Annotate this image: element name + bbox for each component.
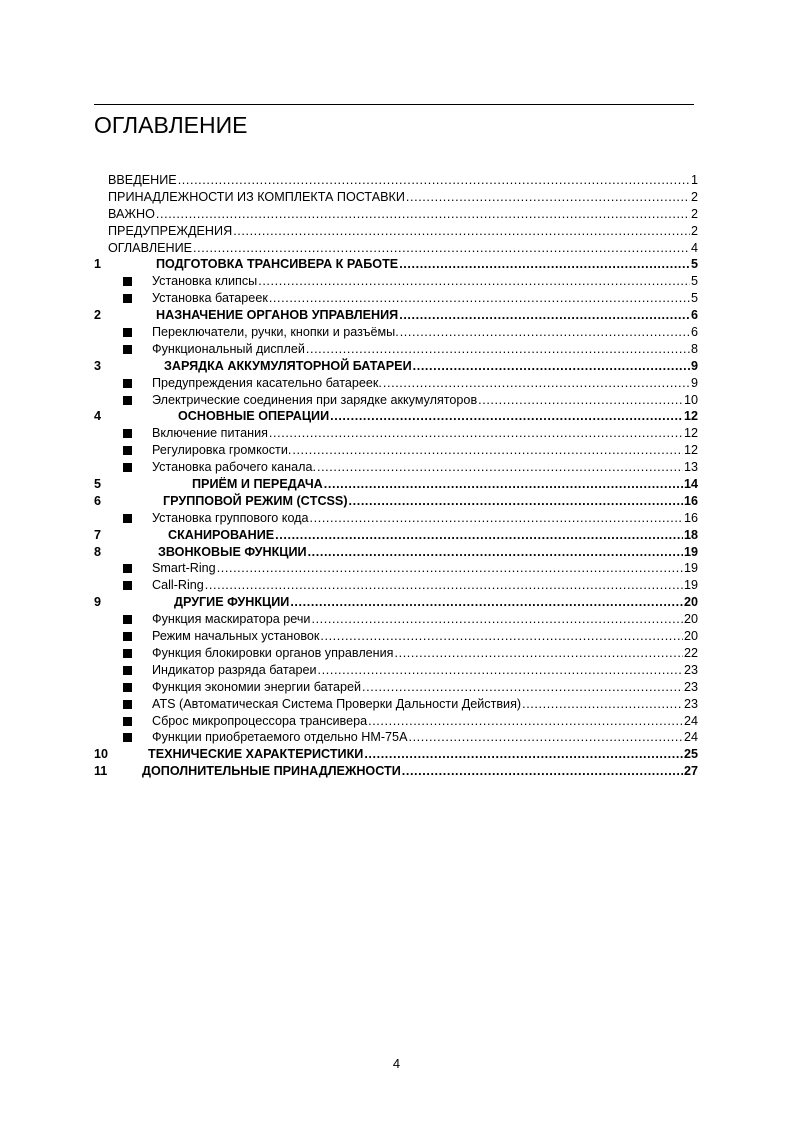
dot-leader bbox=[383, 375, 690, 392]
toc-page-number: 9 bbox=[690, 375, 698, 390]
chapter-number: 4 bbox=[94, 409, 102, 424]
toc-entry-15[interactable] bbox=[94, 425, 698, 442]
toc-entry-title: Функция блокировки органов управления bbox=[152, 645, 394, 660]
chapter-number: 5 bbox=[94, 477, 102, 492]
dot-leader bbox=[400, 324, 690, 341]
toc-entry-1[interactable] bbox=[94, 189, 698, 206]
dot-leader bbox=[308, 544, 683, 561]
toc-page-number: 9 bbox=[690, 358, 698, 373]
dot-leader bbox=[368, 713, 683, 730]
dot-leader bbox=[522, 696, 683, 713]
toc-entry-26[interactable] bbox=[94, 611, 698, 628]
toc-entry-4[interactable] bbox=[94, 240, 698, 257]
chapter-number: 11 bbox=[94, 764, 108, 779]
toc-entry-chapter-6[interactable] bbox=[94, 493, 698, 510]
toc-page-number: 12 bbox=[683, 443, 698, 458]
toc-entry-title: ПРИНАДЛЕЖНОСТИ ИЗ КОМПЛЕКТА ПОСТАВКИ bbox=[108, 189, 405, 204]
toc-page-number: 5 bbox=[690, 291, 698, 306]
toc-page-number: 24 bbox=[683, 730, 698, 745]
toc-page-number: 23 bbox=[683, 662, 698, 677]
toc-entry-title: Режим начальных установок bbox=[152, 629, 320, 644]
toc-entry-title: Электрические соединения при зарядке аккумуляторов bbox=[152, 392, 478, 407]
toc-page-number: 19 bbox=[683, 578, 698, 593]
toc-entry-title: ВВЕДЕНИЕ bbox=[108, 173, 177, 187]
toc-page-number: 2 bbox=[690, 206, 698, 221]
toc-entry-title: Переключатели, ручки, кнопки и разъёмы. bbox=[152, 325, 399, 340]
dot-leader bbox=[290, 594, 683, 611]
dot-leader bbox=[399, 256, 690, 273]
square-bullet-icon bbox=[123, 632, 132, 641]
square-bullet-icon bbox=[123, 277, 132, 286]
dot-leader bbox=[156, 206, 690, 223]
toc-entry-title: ВАЖНО bbox=[108, 206, 155, 221]
toc-entry-title: ОГЛАВЛЕНИЕ bbox=[108, 240, 193, 255]
toc-entry-chapter-11[interactable] bbox=[94, 763, 698, 780]
toc-entry-title: ПОДГОТОВКА ТРАНСИВЕРА К РАБОТЕ bbox=[156, 257, 399, 272]
toc-entry-title: ГРУППОВОЙ РЕЖИМ (CTCSS) bbox=[163, 493, 348, 508]
toc-entry-title: ЗАРЯДКА АККУМУЛЯТОРНОЙ БАТАРЕИ bbox=[164, 358, 412, 373]
square-bullet-icon bbox=[123, 581, 132, 590]
toc-page-number: 16 bbox=[683, 510, 698, 525]
chapter-number: 6 bbox=[94, 493, 102, 508]
toc-entry-title: Индикатор разряда батареи bbox=[152, 662, 317, 677]
dot-leader bbox=[324, 476, 683, 493]
square-bullet-icon bbox=[123, 733, 132, 742]
dot-leader bbox=[233, 223, 690, 240]
toc-page-number: 20 bbox=[683, 629, 698, 644]
chapter-number: 3 bbox=[94, 358, 102, 373]
toc-entry-title: Функция маскиратора речи bbox=[152, 612, 311, 627]
toc-entry-0[interactable] bbox=[94, 172, 698, 189]
toc-entry-13[interactable] bbox=[94, 392, 698, 409]
toc-page-number: 27 bbox=[683, 764, 698, 779]
dot-leader bbox=[399, 307, 690, 324]
dot-leader bbox=[478, 392, 683, 409]
toc-entry-9[interactable] bbox=[94, 324, 698, 341]
chapter-number: 1 bbox=[94, 257, 102, 272]
toc-entry-title: НАЗНАЧЕНИЕ ОРГАНОВ УПРАВЛЕНИЯ bbox=[156, 308, 399, 323]
toc-page-number: 10 bbox=[683, 392, 698, 407]
toc-entry-32[interactable] bbox=[94, 713, 698, 730]
dot-leader bbox=[395, 645, 683, 662]
dot-leader bbox=[292, 442, 683, 459]
toc-entry-28[interactable] bbox=[94, 645, 698, 662]
toc-entry-30[interactable] bbox=[94, 679, 698, 696]
toc-entry-23[interactable] bbox=[94, 560, 698, 577]
toc-page-number: 4 bbox=[690, 240, 698, 255]
toc-page-number: 23 bbox=[683, 679, 698, 694]
toc-entry-2[interactable] bbox=[94, 206, 698, 223]
square-bullet-icon bbox=[123, 328, 132, 337]
square-bullet-icon bbox=[123, 615, 132, 624]
dot-leader bbox=[269, 290, 690, 307]
chapter-number: 2 bbox=[94, 308, 102, 323]
toc-entry-10[interactable] bbox=[94, 341, 698, 358]
dot-leader bbox=[258, 273, 690, 290]
dot-leader bbox=[311, 611, 683, 628]
dot-leader bbox=[275, 527, 683, 544]
dot-leader bbox=[178, 172, 690, 189]
toc-entry-title: ДОПОЛНИТЕЛЬНЫЕ ПРИНАДЛЕЖНОСТИ bbox=[142, 764, 401, 779]
toc-page-number: 2 bbox=[690, 189, 698, 204]
page-number: 4 bbox=[392, 1056, 401, 1071]
toc-page-number: 20 bbox=[683, 595, 698, 610]
dot-leader bbox=[193, 240, 690, 257]
square-bullet-icon bbox=[123, 396, 132, 405]
toc-page-number: 5 bbox=[690, 257, 698, 272]
toc-entry-title: ПРИЁМ И ПЕРЕДАЧА bbox=[192, 477, 323, 492]
toc-page-number: 8 bbox=[690, 341, 698, 356]
toc-entry-16[interactable] bbox=[94, 442, 698, 459]
square-bullet-icon bbox=[123, 446, 132, 455]
toc-page-number: 20 bbox=[683, 612, 698, 627]
dot-leader bbox=[408, 729, 683, 746]
toc-entry-title: Call-Ring bbox=[152, 578, 204, 593]
header-rule bbox=[94, 104, 694, 105]
toc-entry-33[interactable] bbox=[94, 729, 698, 746]
toc-entry-title: Функциональный дисплей bbox=[152, 341, 305, 356]
toc-entry-title: ЗВОНКОВЫЕ ФУНКЦИИ bbox=[158, 544, 307, 559]
toc-entry-7[interactable] bbox=[94, 290, 698, 307]
table-of-contents bbox=[94, 172, 698, 780]
toc-page-number: 24 bbox=[683, 713, 698, 728]
square-bullet-icon bbox=[123, 564, 132, 573]
toc-entry-title: Включение питания bbox=[152, 426, 268, 441]
toc-entry-29[interactable] bbox=[94, 662, 698, 679]
dot-leader bbox=[317, 459, 683, 476]
toc-page-number: 19 bbox=[683, 544, 698, 559]
toc-page-number: 6 bbox=[690, 325, 698, 340]
dot-leader bbox=[330, 408, 683, 425]
dot-leader bbox=[413, 358, 690, 375]
toc-entry-chapter-3[interactable] bbox=[94, 358, 698, 375]
toc-entry-title: ПРЕДУПРЕЖДЕНИЯ bbox=[108, 223, 233, 238]
toc-page-number: 2 bbox=[690, 223, 698, 238]
toc-entry-chapter-8[interactable] bbox=[94, 544, 698, 561]
toc-entry-chapter-7[interactable] bbox=[94, 527, 698, 544]
square-bullet-icon bbox=[123, 429, 132, 438]
toc-entry-title: ТЕХНИЧЕСКИЕ ХАРАКТЕРИСТИКИ bbox=[148, 747, 364, 762]
dot-leader bbox=[306, 341, 690, 358]
toc-entry-title: Регулировка громкости. bbox=[152, 443, 292, 458]
square-bullet-icon bbox=[123, 379, 132, 388]
toc-page-number: 19 bbox=[683, 561, 698, 576]
dot-leader bbox=[318, 662, 683, 679]
toc-entry-title: СКАНИРОВАНИЕ bbox=[168, 527, 275, 542]
toc-entry-chapter-4[interactable] bbox=[94, 408, 698, 425]
toc-entry-3[interactable] bbox=[94, 223, 698, 240]
toc-page-number: 5 bbox=[690, 274, 698, 289]
toc-page-number: 12 bbox=[683, 426, 698, 441]
square-bullet-icon bbox=[123, 666, 132, 675]
chapter-number: 10 bbox=[94, 747, 109, 762]
toc-page-number: 6 bbox=[690, 308, 698, 323]
toc-entry-title: Установка клипсы bbox=[152, 274, 258, 289]
square-bullet-icon bbox=[123, 463, 132, 472]
toc-entry-17[interactable] bbox=[94, 459, 698, 476]
dot-leader bbox=[217, 560, 683, 577]
chapter-number: 7 bbox=[94, 527, 102, 542]
dot-leader bbox=[349, 493, 683, 510]
toc-entry-title: Установка рабочего канала. bbox=[152, 460, 316, 475]
toc-entry-20[interactable] bbox=[94, 510, 698, 527]
toc-page-number: 14 bbox=[683, 477, 698, 492]
toc-entry-title: Предупреждения касательно батареек. bbox=[152, 375, 382, 390]
square-bullet-icon bbox=[123, 683, 132, 692]
toc-entry-title: Сброс микропроцессора трансивера bbox=[152, 713, 368, 728]
toc-page-number: 13 bbox=[683, 460, 698, 475]
square-bullet-icon bbox=[123, 700, 132, 709]
square-bullet-icon bbox=[123, 717, 132, 726]
toc-page-number: 23 bbox=[683, 696, 698, 711]
toc-page-number: 22 bbox=[683, 645, 698, 660]
chapter-number: 8 bbox=[94, 544, 102, 559]
toc-entry-chapter-2[interactable] bbox=[94, 307, 698, 324]
toc-page-number: 18 bbox=[683, 527, 698, 542]
toc-page-number: 25 bbox=[683, 747, 698, 762]
square-bullet-icon bbox=[123, 345, 132, 354]
page-title: ОГЛАВЛЕНИЕ bbox=[94, 112, 248, 138]
dot-leader bbox=[406, 189, 690, 206]
toc-entry-chapter-1[interactable] bbox=[94, 256, 698, 273]
dot-leader bbox=[362, 679, 683, 696]
toc-entry-title: Функции приобретаемого отдельно HM-75A bbox=[152, 730, 408, 745]
toc-entry-12[interactable] bbox=[94, 375, 698, 392]
toc-entry-title: Smart-Ring bbox=[152, 561, 216, 576]
dot-leader bbox=[269, 425, 683, 442]
toc-entry-title: ATS (Автоматическая Система Проверки Дальности Действия) bbox=[152, 696, 522, 711]
toc-entry-24[interactable] bbox=[94, 577, 698, 594]
toc-entry-chapter-5[interactable] bbox=[94, 476, 698, 493]
toc-entry-6[interactable] bbox=[94, 273, 698, 290]
toc-entry-title: Установка батареек bbox=[152, 291, 268, 306]
toc-page-number: 1 bbox=[690, 173, 698, 187]
toc-entry-chapter-9[interactable] bbox=[94, 594, 698, 611]
dot-leader bbox=[310, 510, 683, 527]
toc-entry-31[interactable] bbox=[94, 696, 698, 713]
toc-page-number: 12 bbox=[683, 409, 698, 424]
square-bullet-icon bbox=[123, 649, 132, 658]
toc-entry-title: ОСНОВНЫЕ ОПЕРАЦИИ bbox=[178, 409, 330, 424]
toc-entry-title: Установка группового кода bbox=[152, 510, 309, 525]
dot-leader bbox=[402, 763, 683, 780]
toc-page-number: 16 bbox=[683, 493, 698, 508]
toc-entry-title: Функция экономии энергии батарей bbox=[152, 679, 362, 694]
dot-leader bbox=[364, 746, 683, 763]
square-bullet-icon bbox=[123, 294, 132, 303]
square-bullet-icon bbox=[123, 514, 132, 523]
toc-entry-27[interactable] bbox=[94, 628, 698, 645]
chapter-number: 9 bbox=[94, 595, 102, 610]
toc-entry-chapter-10[interactable] bbox=[94, 746, 698, 763]
dot-leader bbox=[205, 577, 683, 594]
dot-leader bbox=[320, 628, 683, 645]
toc-entry-title: ДРУГИЕ ФУНКЦИИ bbox=[174, 595, 290, 610]
